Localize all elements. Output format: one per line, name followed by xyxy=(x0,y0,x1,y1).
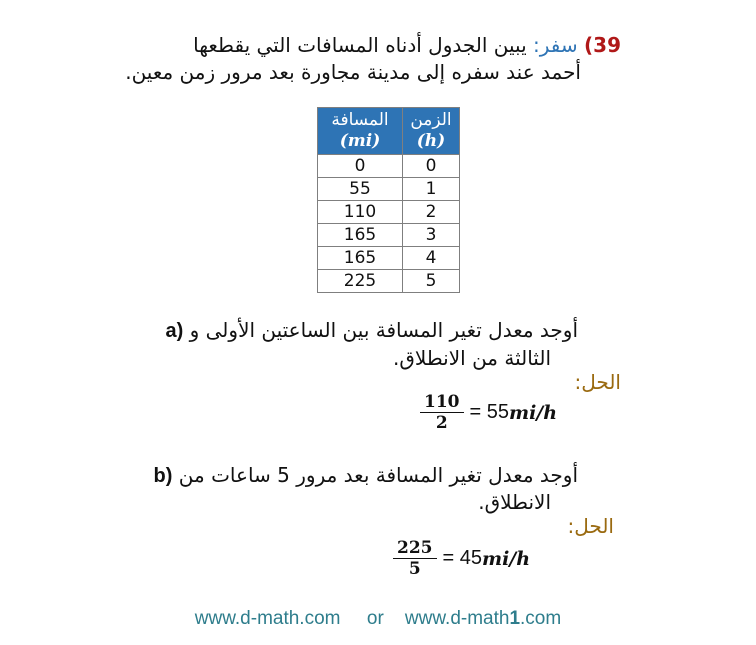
header-distance xyxy=(318,108,403,155)
part-a-solution-label: الحل: xyxy=(574,370,621,394)
part-a-solution-math xyxy=(420,392,557,433)
header-time-label: الزمن xyxy=(410,110,452,130)
header-distance-unit: (mi) xyxy=(339,131,381,151)
problem-topic: سفر: xyxy=(533,33,578,57)
part-b-question-line1 xyxy=(154,463,578,488)
header-time xyxy=(403,108,460,155)
distance-time-table xyxy=(317,107,460,293)
cell-distance: 55 xyxy=(318,178,403,201)
table-row xyxy=(318,270,460,293)
cell-time: 1 xyxy=(403,178,460,201)
part-b-fraction xyxy=(393,538,437,579)
cell-distance: 225 xyxy=(318,270,403,293)
problem-text-line2: أحمد عند سفره إلى مدينة مجاورة بعد مرور زمن معين. xyxy=(125,60,581,84)
part-a-fraction xyxy=(420,392,464,433)
table-header-row xyxy=(318,108,460,155)
part-a-letter: a) xyxy=(165,320,184,342)
part-b-text-line1: أوجد معدل تغير المسافة بعد مرور 5 ساعات من xyxy=(178,463,578,487)
table-row xyxy=(318,247,460,270)
cell-time: 2 xyxy=(403,201,460,224)
footer-link-site2[interactable] xyxy=(405,608,561,629)
part-b-solution-label: الحل: xyxy=(567,514,614,538)
cell-distance: 165 xyxy=(318,247,403,270)
part-b-letter: b) xyxy=(153,465,173,487)
part-a-numerator: 110 xyxy=(424,392,460,412)
part-b-denominator: 5 xyxy=(408,559,421,579)
table-row xyxy=(318,155,460,178)
cell-time: 5 xyxy=(403,270,460,293)
footer-websites xyxy=(0,608,756,630)
footer-site2-suffix: .com xyxy=(520,608,562,629)
footer-separator: or xyxy=(366,608,384,629)
footer-link-site1[interactable]: www.d-math.com xyxy=(194,608,341,629)
table-row xyxy=(318,201,460,224)
cell-distance: 0 xyxy=(318,155,403,178)
table-row xyxy=(318,178,460,201)
part-a-text-line1: أوجد معدل تغير المسافة بين الساعتين الأولى و xyxy=(189,318,578,342)
header-distance-label: المسافة xyxy=(331,110,389,130)
cell-time: 4 xyxy=(403,247,460,270)
problem-number: 39) xyxy=(584,33,621,57)
cell-distance: 110 xyxy=(318,201,403,224)
part-a-result-unit: mi/h xyxy=(508,401,558,424)
cell-time: 0 xyxy=(403,155,460,178)
header-time-unit: (h) xyxy=(416,131,446,151)
part-a-question-line1 xyxy=(165,318,578,343)
part-b-numerator: 225 xyxy=(397,538,433,558)
table-row xyxy=(318,224,460,247)
footer-site2-bold: 1 xyxy=(509,608,521,629)
footer-site2-prefix: www.d-math xyxy=(404,608,510,629)
part-a-denominator: 2 xyxy=(435,413,448,433)
cell-time: 3 xyxy=(403,224,460,247)
part-a-result: = 55 xyxy=(469,401,509,423)
part-b-result-unit: mi/h xyxy=(481,547,531,570)
part-b-text-line2: الانطلاق. xyxy=(478,490,551,514)
problem-statement-line1 xyxy=(193,33,621,57)
part-b-solution-math xyxy=(393,538,530,579)
cell-distance: 165 xyxy=(318,224,403,247)
part-a-text-line2: الثالثة من الانطلاق. xyxy=(392,346,551,370)
part-b-result: = 45 xyxy=(442,547,482,569)
problem-text-line1: يبين الجدول أدناه المسافات التي يقطعها xyxy=(193,33,527,57)
